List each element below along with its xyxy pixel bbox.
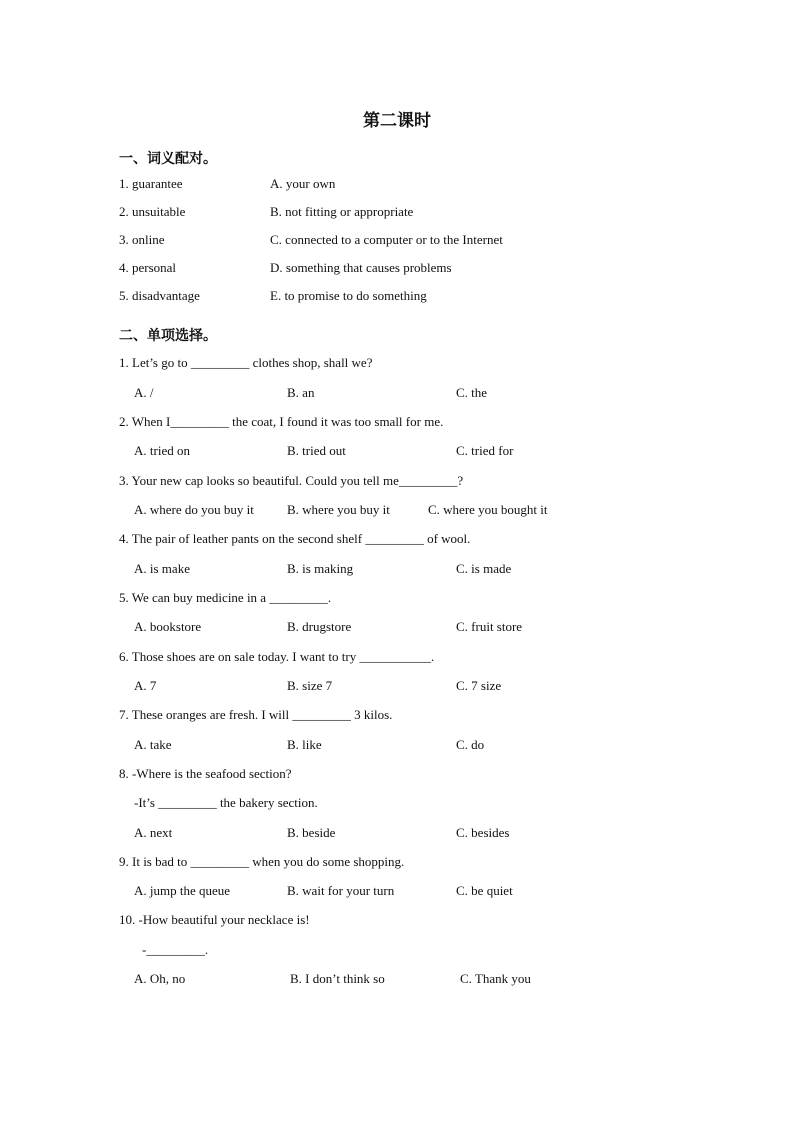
option-c: C. 7 size (456, 678, 502, 693)
option-c: C. besides (456, 825, 510, 840)
option-b: B. beside (287, 825, 336, 840)
match-word: 1. guarantee (119, 176, 183, 191)
question-stem: 1. Let’s go to _________ clothes shop, shall we? (119, 355, 373, 370)
question-stem: 8. -Where is the seafood section? (119, 766, 292, 781)
option-b: B. like (287, 737, 322, 752)
match-word: 4. personal (119, 260, 177, 275)
option-b: B. wait for your turn (287, 883, 395, 898)
option-a: A. Oh, no (134, 971, 186, 986)
question-stem: 5. We can buy medicine in a _________. (119, 590, 332, 605)
option-a: A. take (134, 737, 172, 752)
option-a: A. next (134, 825, 173, 840)
question-reply: -It’s _________ the bakery section. (134, 795, 318, 810)
option-c: C. is made (456, 561, 512, 576)
match-word: 2. unsuitable (119, 204, 186, 219)
option-a: A. bookstore (134, 619, 202, 634)
question-stem: 10. -How beautiful your necklace is! (119, 912, 310, 927)
option-b: B. an (287, 385, 315, 400)
option-b: B. tried out (287, 443, 346, 458)
option-a: A. where do you buy it (134, 502, 254, 517)
option-b: B. is making (287, 561, 354, 576)
section2-heading: 二、单项选择。 (119, 328, 217, 344)
option-a: A. tried on (134, 443, 190, 458)
question-reply: -_________. (142, 942, 209, 957)
option-b: B. I don’t think so (290, 971, 385, 986)
match-definition: C. connected to a computer or to the Internet (270, 232, 503, 247)
match-word: 5. disadvantage (119, 288, 200, 303)
match-definition: A. your own (270, 176, 336, 191)
section1-heading: 一、词义配对。 (119, 151, 217, 167)
question-stem: 7. These oranges are fresh. I will _________ 3 kilos. (119, 707, 393, 722)
option-a: A. jump the queue (134, 883, 231, 898)
option-b: B. drugstore (287, 619, 352, 634)
question-stem: 6. Those shoes are on sale today. I want to try ___________. (119, 649, 435, 664)
option-c: C. Thank you (460, 971, 531, 986)
question-stem: 9. It is bad to _________ when you do some shopping. (119, 854, 405, 869)
match-definition: B. not fitting or appropriate (270, 204, 414, 219)
question-stem: 3. Your new cap looks so beautiful. Could you tell me_________? (119, 473, 464, 488)
option-b: B. size 7 (287, 678, 333, 693)
option-c: C. tried for (456, 443, 514, 458)
page-title: 第二课时 (363, 111, 431, 131)
option-b: B. where you buy it (287, 502, 390, 517)
match-word: 3. online (119, 232, 165, 247)
option-c: C. the (456, 385, 488, 400)
question-stem: 4. The pair of leather pants on the second shelf _________ of wool. (119, 531, 471, 546)
question-stem: 2. When I_________ the coat, I found it was too small for me. (119, 414, 444, 429)
option-c: C. fruit store (456, 619, 523, 634)
option-c: C. where you bought it (428, 502, 548, 517)
match-definition: D. something that causes problems (270, 260, 452, 275)
option-a: A. 7 (134, 678, 157, 693)
option-a: A. / (134, 385, 154, 400)
option-a: A. is make (134, 561, 190, 576)
option-c: C. do (456, 737, 485, 752)
option-c: C. be quiet (456, 883, 513, 898)
match-definition: E. to promise to do something (270, 288, 427, 303)
